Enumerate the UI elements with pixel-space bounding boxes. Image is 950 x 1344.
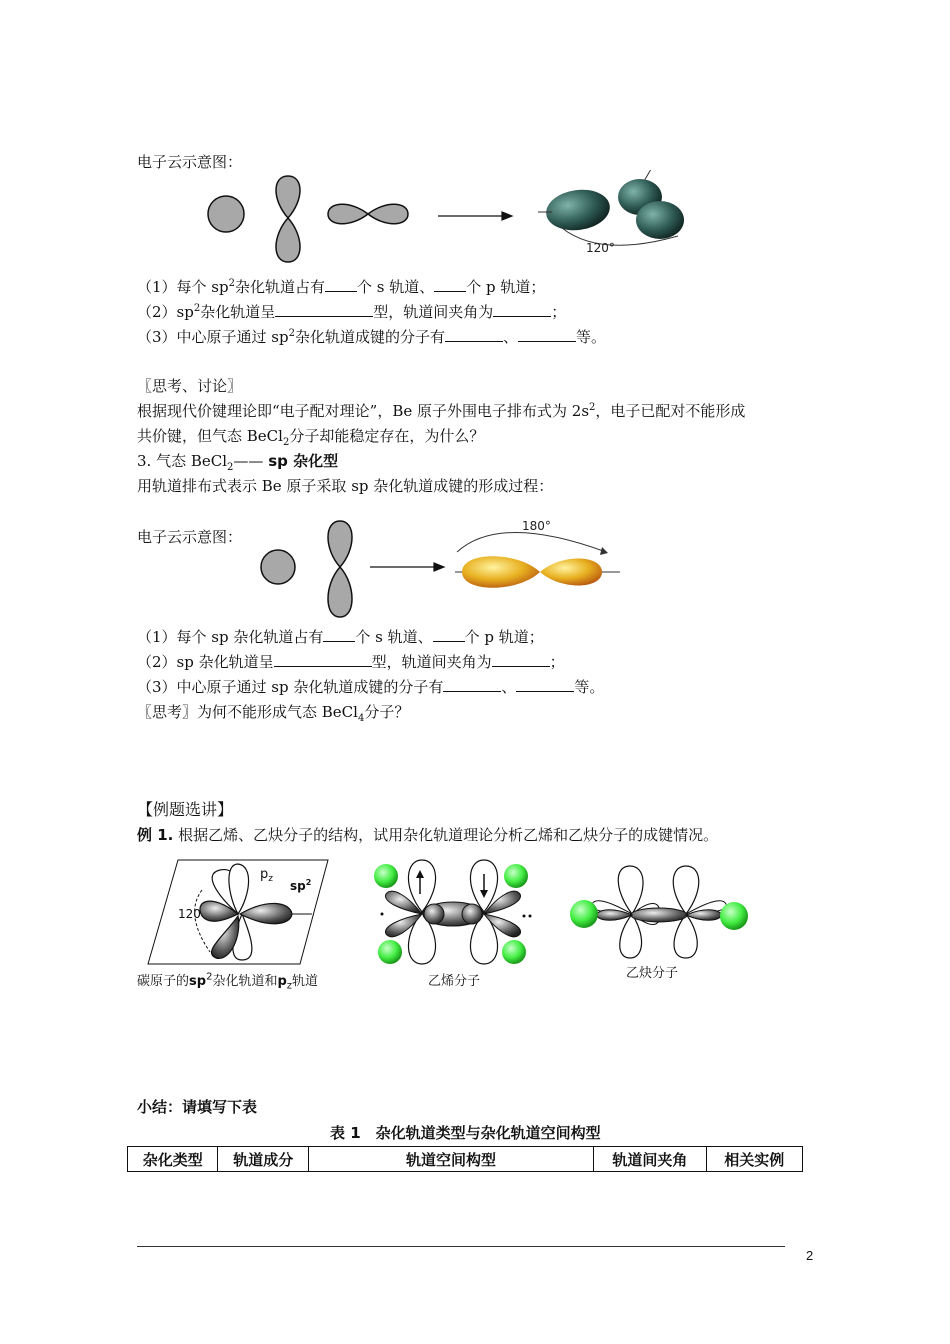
- sp-angle-label: 180°: [522, 519, 551, 533]
- answer-blank[interactable]: [323, 627, 355, 642]
- figure-2-caption: 乙烯分子: [428, 974, 481, 989]
- acetylene-molecule-figure: [566, 860, 754, 960]
- p-orbital-horizontal: [328, 204, 408, 224]
- summary-title: 小结：请填写下表: [137, 1098, 258, 1116]
- answer-blank[interactable]: [433, 627, 465, 642]
- think-line-2: 共价键，但气态 BeCl$_2$分子却能稳定存在，为什么？: [137, 427, 485, 448]
- table-header-cell: 轨道空间构型: [308, 1147, 593, 1172]
- sp2-label: $sp^2$: [290, 878, 312, 893]
- example-section-title: 【例题选讲】: [137, 800, 234, 819]
- table-header-row: [128, 1147, 803, 1172]
- sp2-cloud-diagram: [200, 170, 700, 270]
- sp2-angle-label: 120°: [586, 241, 615, 255]
- ethylene-molecule-figure: [372, 856, 540, 968]
- answer-blank[interactable]: [443, 677, 501, 692]
- hydrogen-atom-tr: [504, 864, 528, 888]
- answer-blank[interactable]: [445, 327, 503, 342]
- sp-cloud-label: 电子云示意图：: [137, 528, 243, 546]
- sp2-question-1: （1）每个 $sp^2$杂化轨道占有 个 s 轨道、 个 p 轨道；: [137, 278, 546, 296]
- sp-question-3: （3）中心原子通过 sp 杂化轨道成键的分子有 、 等。: [137, 678, 605, 696]
- think-line-1: 根据现代价键理论即“电子配对理论”，Be 原子外围电子排布式为 $2s^2$，电子已配对不能形成: [137, 402, 746, 420]
- p-orbital-vertical: [276, 176, 300, 262]
- sp2-cloud-label: 电子云示意图：: [137, 153, 243, 171]
- ethylene-orbital-figure-1: [140, 856, 350, 968]
- answer-blank[interactable]: [492, 652, 550, 667]
- answer-blank[interactable]: [493, 302, 551, 317]
- sp2-question-2: $(2)sp^2$杂化轨道呈 型，轨道间夹角为 ；: [137, 303, 567, 321]
- table-header-cell: 相关实例: [706, 1147, 803, 1172]
- example-1: 例 1. 根据乙烯、乙炔分子的结构，试用杂化轨道理论分析乙烯和乙炔分子的成键情况。: [137, 826, 719, 844]
- sp2-hybrid-orbitals: [538, 170, 684, 245]
- footer-rule: [137, 1246, 785, 1247]
- sp-heading: 3. 气态 BeCl$_2$—— sp 杂化型: [137, 452, 339, 473]
- answer-blank[interactable]: [434, 277, 466, 292]
- answer-blank[interactable]: [325, 277, 357, 292]
- sp-instruction: 用轨道排布式表示 Be 原子采取 sp 杂化轨道成键的形成过程：: [137, 477, 554, 495]
- table-header-cell: 轨道成分: [218, 1147, 308, 1172]
- figure-1-caption: 碳原子的$sp^2$杂化轨道和$p_z$轨道: [137, 971, 319, 992]
- think-title: 〖思考、讨论〗: [137, 377, 243, 395]
- s-orbital-sphere: [208, 196, 244, 232]
- answer-blank[interactable]: [516, 677, 574, 692]
- hydrogen-atom-br: [502, 940, 526, 964]
- table-header-cell: 轨道间夹角: [594, 1147, 706, 1172]
- sp-question-2: （2）sp 杂化轨道呈 型，轨道间夹角为 ；: [137, 653, 565, 671]
- angle-120-label: 120: [178, 907, 201, 921]
- hydrogen-atom-left: [570, 900, 598, 928]
- arrow-right-icon: [370, 563, 444, 571]
- hydrogen-atom-right: [720, 902, 748, 930]
- pz-label: $p_z$: [260, 867, 273, 884]
- answer-blank[interactable]: [518, 327, 576, 342]
- answer-blank[interactable]: [274, 652, 372, 667]
- s-orbital-sphere: [261, 550, 295, 584]
- sp-think: 〖思考〗为何不能形成气态 BeCl$_4$分子？: [137, 703, 410, 724]
- sp-hybrid-orbitals: [455, 533, 620, 588]
- answer-blank[interactable]: [275, 302, 373, 317]
- figure-3-caption: 乙炔分子: [626, 966, 679, 981]
- sp-cloud-diagram: [250, 515, 640, 623]
- p-orbital-vertical: [328, 521, 352, 617]
- sp-question-1: （1）每个 sp 杂化轨道占有 个 s 轨道、 个 p 轨道；: [137, 628, 544, 646]
- hydrogen-atom-tl: [374, 864, 398, 888]
- arrow-right-icon: [438, 212, 512, 220]
- hybridization-summary-table: [127, 1146, 803, 1172]
- hydrogen-atom-bl: [378, 940, 402, 964]
- sp2-question-3: （3）中心原子通过 $sp^2$杂化轨道成键的分子有 、 等。: [137, 328, 607, 346]
- table-title: 表 1 杂化轨道类型与杂化轨道空间构型: [330, 1124, 601, 1142]
- table-header-cell: 杂化类型: [128, 1147, 218, 1172]
- page-number: 2: [806, 1248, 814, 1263]
